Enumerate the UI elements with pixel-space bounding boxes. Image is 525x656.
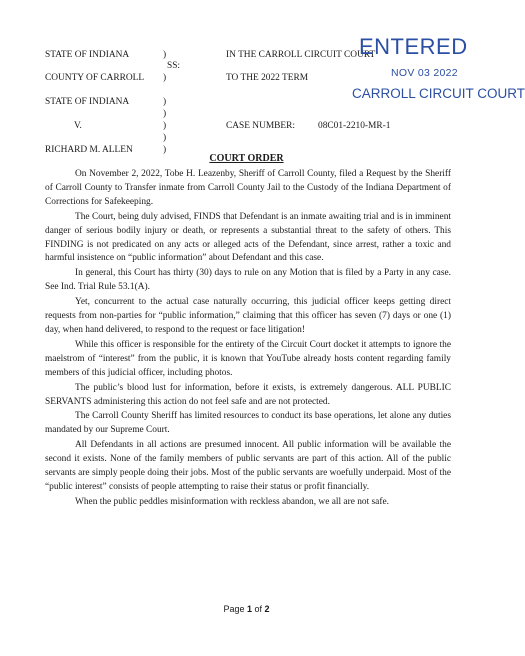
page-label: Page	[223, 604, 245, 614]
caption-court: IN THE CARROLL CIRCUIT COURT	[226, 50, 376, 60]
caption-paren: )	[163, 133, 167, 143]
paragraph: All Defendants in all actions are presumed innocent. All public information will be available the second it exists. None of the family members of public servants are part of this action. All of the public servants are simply people doing their jobs. Most of the public servants are woefully underpaid. Most of the “public interest” consists of people attempting to raise their status or profit financially.	[45, 440, 451, 492]
caption-paren: )	[163, 121, 167, 131]
stamp-court: CARROLL CIRCUIT COURT	[352, 86, 525, 101]
caption-paren: )	[163, 145, 167, 155]
page-total: 2	[264, 604, 270, 614]
paragraph: When the public peddles misinformation with reckless abandon, we all are not safe.	[75, 496, 389, 507]
caption-paren: )	[163, 97, 167, 107]
paragraph: On November 2, 2022, Tobe H. Leazenby, Sheriff of Carroll County, filed a Request by the Sheriff of Carroll County to Transfer inmate from Carroll County Jail to the Custody of the Indiana Department of Corrections for Safekeeping.	[45, 169, 451, 207]
caption-paren: )	[163, 109, 167, 119]
paragraph: The Court, being duly advised, FINDS that Defendant is an inmate awaiting trial and is in imminent danger of serious bodily injury or death, or represents a substantial threat to the safety of others. This FINDING is not predicated on any acts or alleged acts of the Defendant, since arrest, rather a toxic and harmful insistence on “public information” about Defendant and this case.	[45, 211, 451, 264]
caption-ss: SS:	[167, 61, 181, 71]
stamp-date: NOV 03 2022	[391, 67, 458, 79]
order-body	[45, 168, 451, 511]
caption-defendant: RICHARD M. ALLEN	[45, 145, 133, 155]
document-title: COURT ORDER	[209, 153, 284, 164]
caption-state-2: STATE OF INDIANA	[45, 97, 130, 107]
page-current: 1	[246, 604, 252, 614]
paragraph: In general, this Court has thirty (30) days to rule on any Motion that is filed by a Party in any case. See Ind. Trial Rule 53.1(A).	[45, 268, 451, 293]
paragraph: The Carroll County Sheriff has limited resources to conduct its base operations, let alone any duties mandated by our Supreme Court.	[45, 411, 451, 436]
caption-state-1: STATE OF INDIANA	[45, 50, 130, 60]
caption-case-number: 08C01-2210-MR-1	[318, 121, 391, 131]
entered-stamp: ENTERED	[359, 34, 468, 59]
caption-case-label: CASE NUMBER:	[226, 121, 296, 131]
page-footer	[0, 604, 493, 614]
paragraph: While this officer is responsible for the entirety of the Circuit Court docket it attempts to ignore the maelstrom of “interest” from the public, it is known that YouTube already hosts content regarding family members of this judicial officer, including photos.	[45, 339, 451, 378]
caption-paren: )	[163, 50, 167, 60]
caption-term: TO THE 2022 TERM	[226, 73, 309, 83]
page-of: of	[254, 604, 263, 614]
paragraph: The public’s blood lust for information, before it exists, is extremely dangerous. ALL PUBLIC SERVANTS administering this action do not feel safe and are not protected.	[45, 382, 451, 407]
caption-paren: )	[163, 73, 167, 83]
paragraph: Yet, concurrent to the actual case naturally occurring, this judicial officer keeps getting direct requests from non-parties for “public information,” claiming that this officer has seven (7) days or one (1) day, when hand delivered, to respond to the request or face litigation!	[45, 297, 451, 335]
caption-versus: V.	[74, 121, 82, 131]
caption-county: COUNTY OF CARROLL	[45, 73, 145, 83]
